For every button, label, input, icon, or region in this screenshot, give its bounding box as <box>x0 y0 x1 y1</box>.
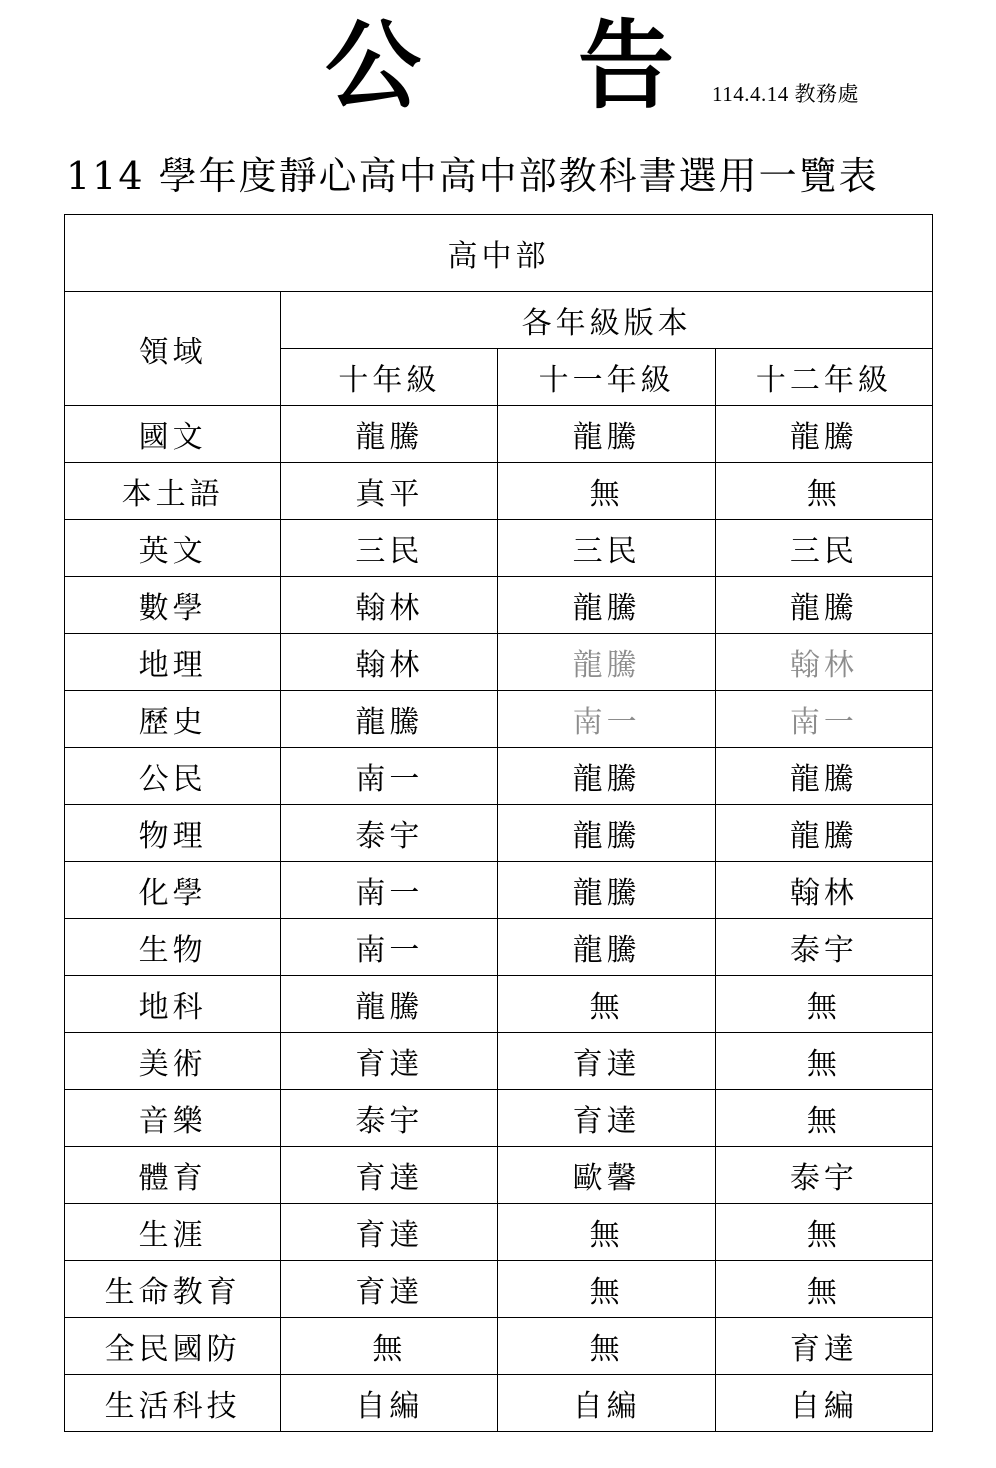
grade-11-cell: 無 <box>498 1204 715 1261</box>
table-row <box>65 1033 933 1090</box>
grade-11-cell: 自編 <box>498 1375 715 1432</box>
grade-12-cell: 龍騰 <box>715 577 932 634</box>
table-row <box>65 1147 933 1204</box>
grade-10-cell: 真平 <box>281 463 498 520</box>
grade-11-cell: 龍騰 <box>498 634 715 691</box>
grade-10-cell: 翰林 <box>281 577 498 634</box>
grade-12-cell: 龍騰 <box>715 748 932 805</box>
subject-cell: 物理 <box>65 805 281 862</box>
table-row <box>65 634 933 691</box>
grade-10-cell: 三民 <box>281 520 498 577</box>
grade-11-cell: 龍騰 <box>498 805 715 862</box>
table-row <box>65 976 933 1033</box>
section-header: 高中部 <box>65 215 933 292</box>
subject-cell: 化學 <box>65 862 281 919</box>
subject-cell: 美術 <box>65 1033 281 1090</box>
table-row <box>65 919 933 976</box>
table-row <box>65 862 933 919</box>
announcement-heading <box>0 6 996 126</box>
table-row <box>65 463 933 520</box>
grade-10-cell: 泰宇 <box>281 1090 498 1147</box>
table-row <box>65 1261 933 1318</box>
table-row <box>65 1375 933 1432</box>
table-row <box>65 1090 933 1147</box>
grade-10-cell: 南一 <box>281 919 498 976</box>
subject-cell: 英文 <box>65 520 281 577</box>
subject-cell: 生涯 <box>65 1204 281 1261</box>
table-row <box>65 406 933 463</box>
grade-11-cell: 龍騰 <box>498 406 715 463</box>
grade-10-cell: 翰林 <box>281 634 498 691</box>
table-row <box>65 520 933 577</box>
grade-10-cell: 無 <box>281 1318 498 1375</box>
grade-12-cell: 自編 <box>715 1375 932 1432</box>
grade-10-cell: 育達 <box>281 1147 498 1204</box>
grade-11-cell: 龍騰 <box>498 919 715 976</box>
grade-10-cell: 育達 <box>281 1261 498 1318</box>
grade-12-cell: 龍騰 <box>715 805 932 862</box>
subject-cell: 生活科技 <box>65 1375 281 1432</box>
table-row <box>65 1204 933 1261</box>
heading-char-2: 告 <box>578 9 674 122</box>
grade-11-cell: 龍騰 <box>498 862 715 919</box>
subject-cell: 數學 <box>65 577 281 634</box>
grade-10-cell: 龍騰 <box>281 976 498 1033</box>
subject-cell: 國文 <box>65 406 281 463</box>
grade-12-cell: 無 <box>715 463 932 520</box>
document-title: 114 學年度靜心高中高中部教科書選用一覽表 <box>66 154 879 198</box>
grade-12-cell: 泰宇 <box>715 919 932 976</box>
field-header: 領域 <box>65 292 281 406</box>
grade-12-cell: 泰宇 <box>715 1147 932 1204</box>
table-row <box>65 691 933 748</box>
grade-11-cell: 龍騰 <box>498 748 715 805</box>
grade-11-cell: 育達 <box>498 1090 715 1147</box>
subject-cell: 地理 <box>65 634 281 691</box>
grade-10-cell: 育達 <box>281 1204 498 1261</box>
subject-cell: 音樂 <box>65 1090 281 1147</box>
date-office-label: 114.4.14 教務處 <box>712 82 859 106</box>
grade-12-cell: 翰林 <box>715 862 932 919</box>
grade-11-cell: 龍騰 <box>498 577 715 634</box>
grade-10-cell: 龍騰 <box>281 406 498 463</box>
table-body <box>65 406 933 1432</box>
grade-10-cell: 泰宇 <box>281 805 498 862</box>
subject-cell: 歷史 <box>65 691 281 748</box>
table-row <box>65 805 933 862</box>
table-row <box>65 748 933 805</box>
table-row <box>65 577 933 634</box>
grade-11-cell: 三民 <box>498 520 715 577</box>
grade-12-cell: 翰林 <box>715 634 932 691</box>
grade-12-cell: 無 <box>715 1261 932 1318</box>
grade-11-cell: 育達 <box>498 1033 715 1090</box>
grade-12-header: 十二年級 <box>715 349 932 406</box>
grade-11-cell: 無 <box>498 1261 715 1318</box>
subject-cell: 體育 <box>65 1147 281 1204</box>
subject-cell: 生物 <box>65 919 281 976</box>
grade-12-cell: 龍騰 <box>715 406 932 463</box>
grade-11-header: 十一年級 <box>498 349 715 406</box>
subject-cell: 地科 <box>65 976 281 1033</box>
grade-12-cell: 三民 <box>715 520 932 577</box>
subject-cell: 本土語 <box>65 463 281 520</box>
grade-11-cell: 無 <box>498 1318 715 1375</box>
grade-11-cell: 南一 <box>498 691 715 748</box>
grade-10-header: 十年級 <box>281 349 498 406</box>
subject-cell: 生命教育 <box>65 1261 281 1318</box>
subject-cell: 公民 <box>65 748 281 805</box>
grade-12-cell: 無 <box>715 976 932 1033</box>
heading-char-1: 公 <box>325 9 421 122</box>
grade-10-cell: 自編 <box>281 1375 498 1432</box>
subject-cell: 全民國防 <box>65 1318 281 1375</box>
grade-11-cell: 歐馨 <box>498 1147 715 1204</box>
grade-12-cell: 育達 <box>715 1318 932 1375</box>
grade-12-cell: 南一 <box>715 691 932 748</box>
textbook-table <box>64 214 933 1432</box>
editions-header: 各年級版本 <box>281 292 933 349</box>
table-row <box>65 1318 933 1375</box>
grade-11-cell: 無 <box>498 463 715 520</box>
grade-11-cell: 無 <box>498 976 715 1033</box>
grade-10-cell: 育達 <box>281 1033 498 1090</box>
grade-12-cell: 無 <box>715 1033 932 1090</box>
grade-10-cell: 南一 <box>281 862 498 919</box>
grade-12-cell: 無 <box>715 1204 932 1261</box>
grade-10-cell: 龍騰 <box>281 691 498 748</box>
grade-12-cell: 無 <box>715 1090 932 1147</box>
grade-10-cell: 南一 <box>281 748 498 805</box>
